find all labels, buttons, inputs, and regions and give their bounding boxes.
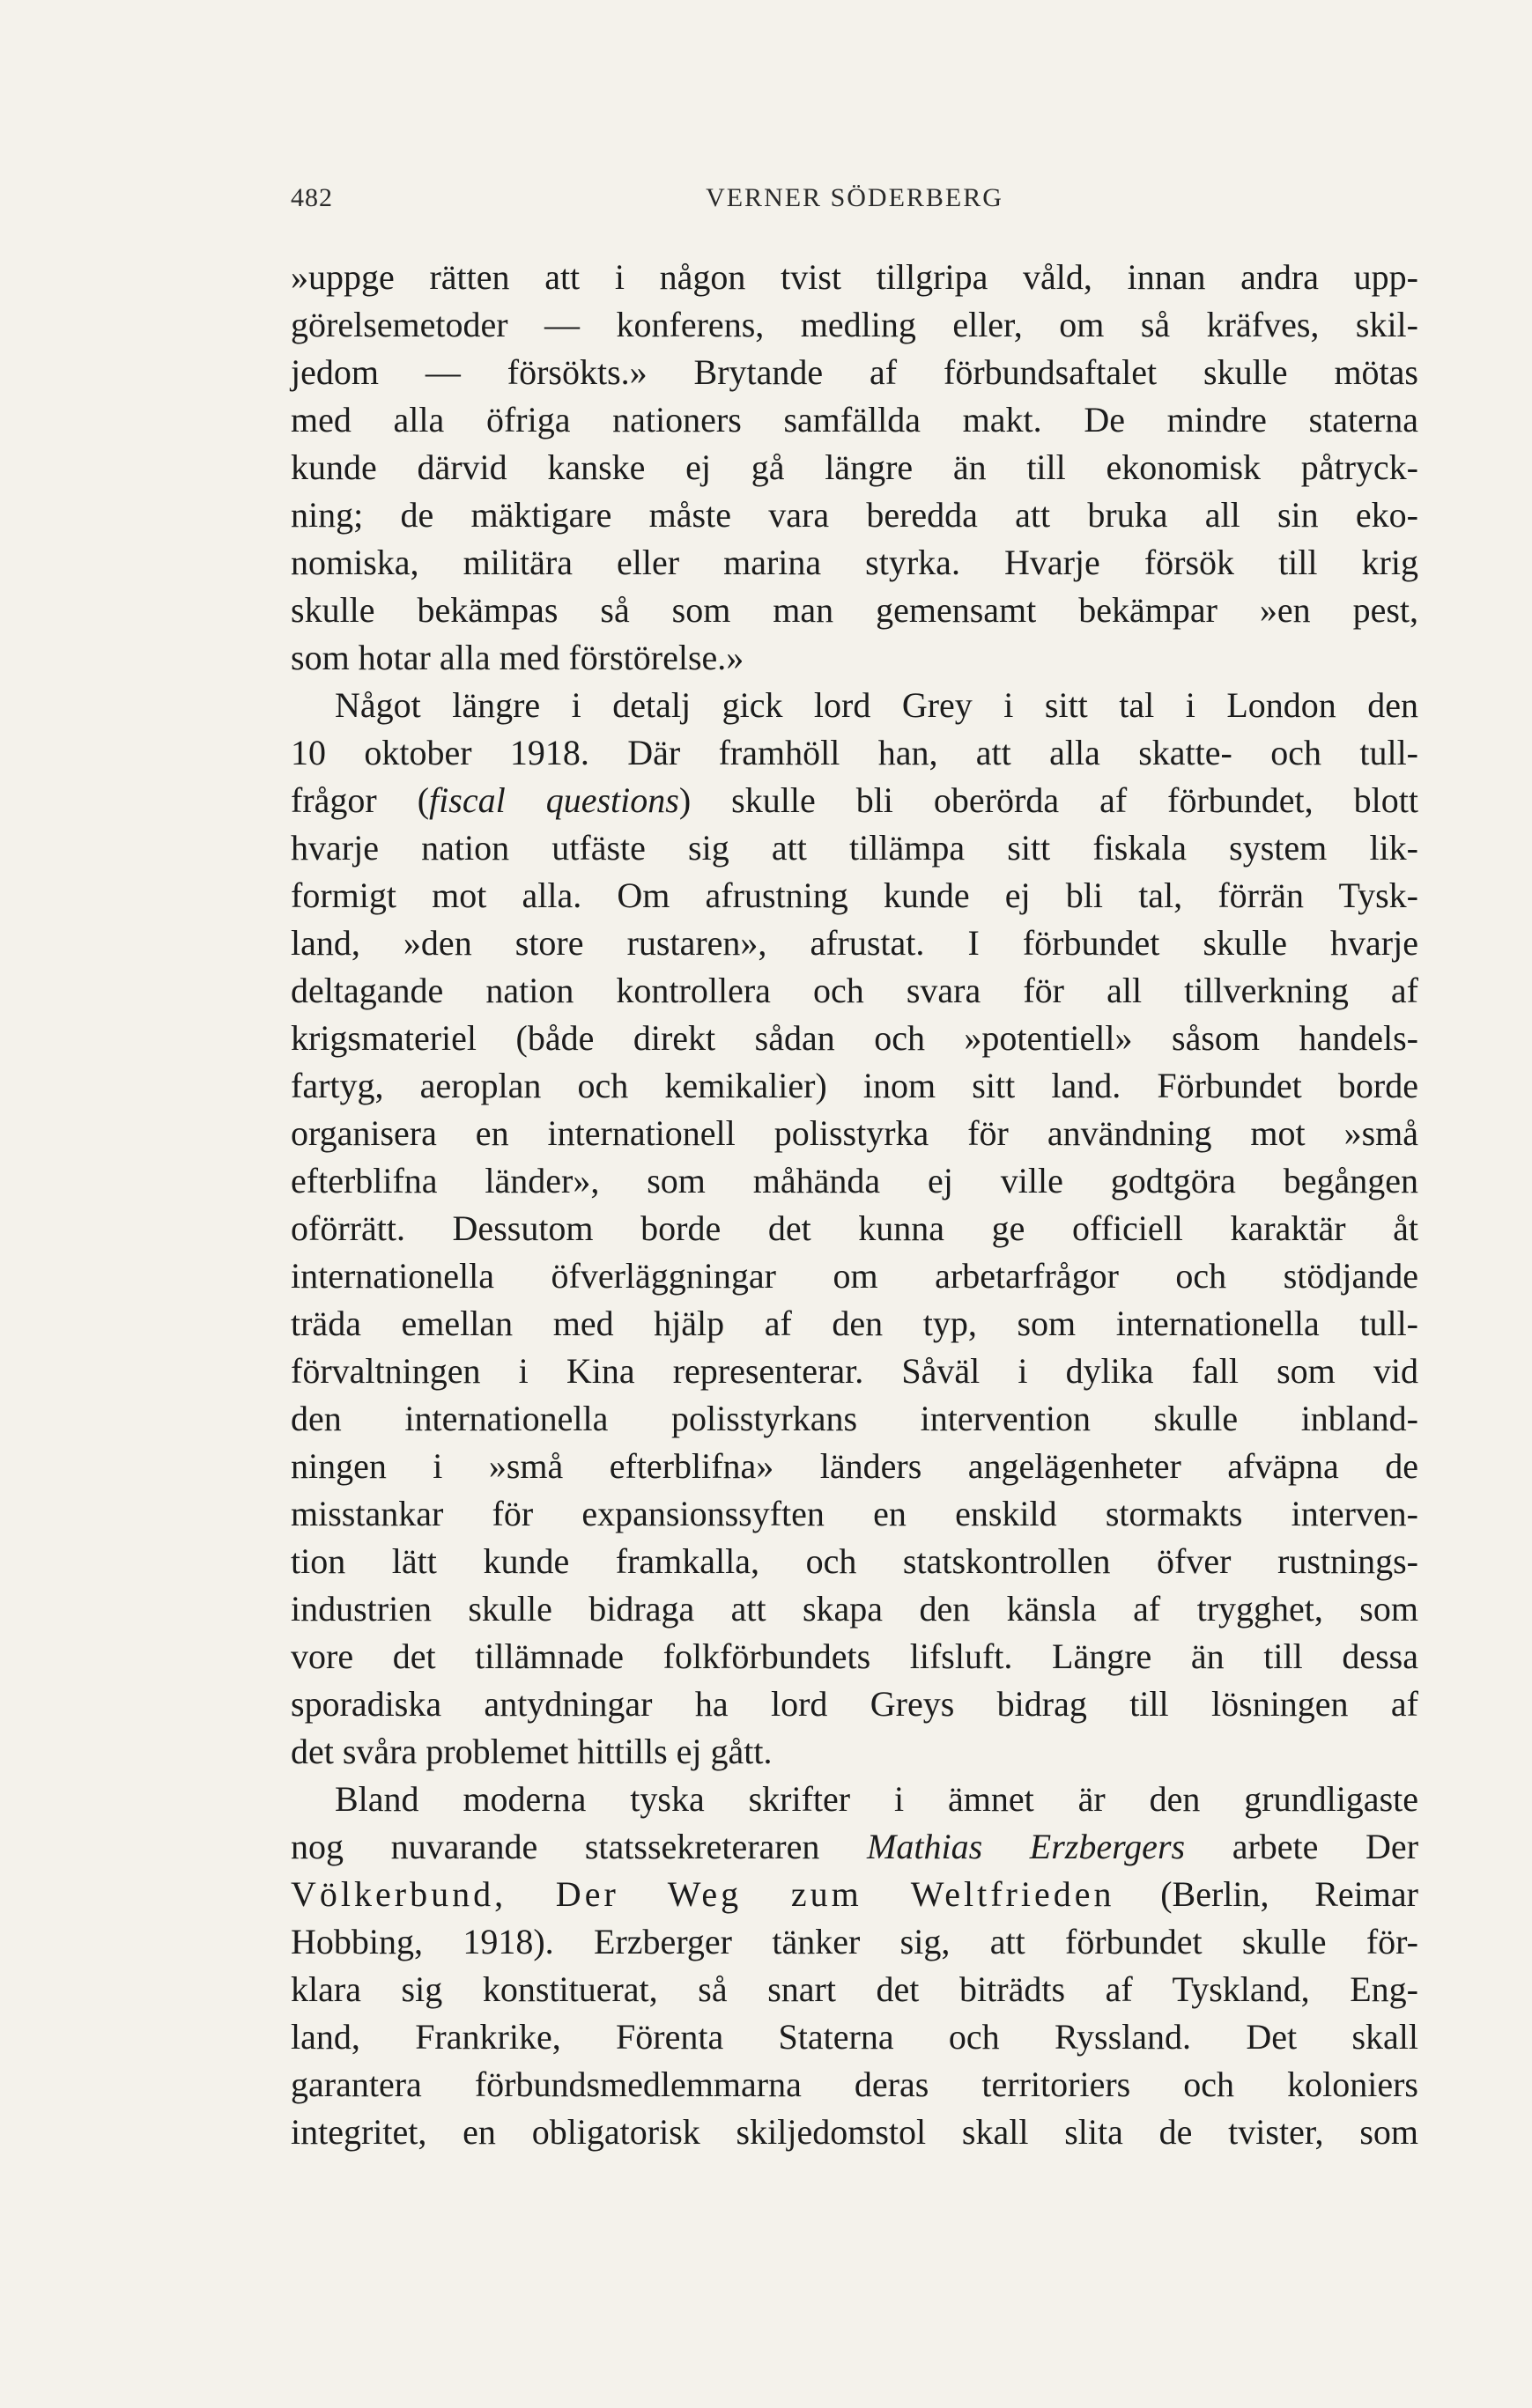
text-line: misstankar för expansionssyften en enskild stormakts interven- xyxy=(291,1494,1418,1533)
text-line: skulle bekämpas så som man gemensamt bekämpar »en pest, xyxy=(291,590,1418,630)
italic-term: fiscal questions xyxy=(429,780,679,820)
text-line: vore det tillämnade folkförbundets lifsluft. Längre än till dessa xyxy=(291,1636,1418,1676)
text-line: sporadiska antydningar ha lord Greys bidrag till lösningen af xyxy=(291,1684,1418,1724)
text-line: »uppge rätten att i någon tvist tillgripa våld, innan andra upp- xyxy=(291,257,1418,297)
text-line xyxy=(291,1871,1418,1918)
text-line xyxy=(291,1823,1418,1871)
text-segment: nog nuvarande statssekreteraren xyxy=(291,1827,868,1866)
text-line: förvaltningen i Kina representerar. Såväl i dylika fall som vid xyxy=(291,1351,1418,1391)
text-line: ning; de mäktigare måste vara beredda att bruka all sin eko- xyxy=(291,495,1418,535)
text-line: görelsemetoder — konferens, medling eller, om så kräfves, skil- xyxy=(291,305,1418,344)
text-line: oförrätt. Dessutom borde det kunna ge officiell karaktär åt xyxy=(291,1208,1418,1248)
text-line: organisera en internationell polisstyrka för användning mot »små xyxy=(291,1113,1418,1153)
text-line: industrien skulle bidraga att skapa den känsla af trygghet, som xyxy=(291,1589,1418,1629)
text-line: 10 oktober 1918. Där framhöll han, att alla skatte- och tull- xyxy=(291,733,1418,772)
book-title: Völkerbund, Der Weg zum Weltfrieden xyxy=(291,1874,1115,1914)
text-line: träda emellan med hjälp af den typ, som internationella tull- xyxy=(291,1304,1418,1343)
text-line: krigsmateriel (både direkt sådan och »potentiell» såsom handels- xyxy=(291,1018,1418,1058)
body-text xyxy=(291,254,1418,2156)
text-line: den internationella polisstyrkans intervention skulle inbland- xyxy=(291,1399,1418,1438)
text-line: klara sig konstituerat, så snart det biträdts af Tyskland, Eng- xyxy=(291,1969,1418,2009)
text-line: fartyg, aeroplan och kemikalier) inom sitt land. Förbundet borde xyxy=(291,1066,1418,1105)
text-line: kunde därvid kanske ej gå längre än till ekonomisk påtryck- xyxy=(291,447,1418,487)
text-line: som hotar alla med förstörelse.» xyxy=(291,638,744,677)
text-line: deltagande nation kontrollera och svara för all tillverkning af xyxy=(291,971,1418,1010)
text-line: Något längre i detalj gick lord Grey i sitt tal i London den xyxy=(335,685,1418,725)
text-line: tion lätt kunde framkalla, och statskontrollen öfver rustnings- xyxy=(291,1541,1418,1581)
page-header xyxy=(291,183,1418,218)
text-line: Bland moderna tyska skrifter i ämnet är den grundligaste xyxy=(335,1779,1418,1819)
page-number: 482 xyxy=(291,183,333,212)
text-line: land, Frankrike, Förenta Staterna och Ryssland. Det skall xyxy=(291,2017,1418,2057)
running-head: VERNER SÖDERBERG xyxy=(706,183,1003,212)
text-segment: (Berlin, Reimar xyxy=(1114,1874,1418,1914)
text-line xyxy=(291,777,1418,824)
text-line: efterblifna länder», som måhända ej ville godtgöra begången xyxy=(291,1161,1418,1200)
text-line: hvarje nation utfäste sig att tillämpa sitt fiskala system lik- xyxy=(291,828,1418,868)
text-line: garantera förbundsmedlemmarna deras territoriers och koloniers xyxy=(291,2065,1418,2104)
text-line: jedom — försökts.» Brytande af förbundsaftalet skulle mötas xyxy=(291,352,1418,392)
text-segment: arbete Der xyxy=(1185,1827,1419,1866)
text-line: integritet, en obligatorisk skiljedomstol skall slita de tvister, som xyxy=(291,2112,1418,2152)
author-name: Mathias Erzbergers xyxy=(867,1827,1186,1866)
text-line: med alla öfriga nationers samfällda makt. De mindre staterna xyxy=(291,400,1418,439)
text-line: formigt mot alla. Om afrustning kunde ej bli tal, förrän Tysk- xyxy=(291,875,1418,915)
text-line: ningen i »små efterblifna» länders angelägenheter afväpna de xyxy=(291,1446,1418,1486)
text-line: Hobbing, 1918). Erzberger tänker sig, att förbundet skulle för- xyxy=(291,1922,1418,1961)
text-line: nomiska, militära eller marina styrka. Hvarje försök till krig xyxy=(291,543,1418,582)
text-segment: ) skulle bli oberörda af förbundet, blott xyxy=(678,780,1418,820)
text-segment: frågor ( xyxy=(291,780,430,820)
text-line: det svåra problemet hittills ej gått. xyxy=(291,1732,773,1771)
text-line: land, »den store rustaren», afrustat. I förbundet skulle hvarje xyxy=(291,923,1418,963)
text-line: internationella öfverläggningar om arbetarfrågor och stödjande xyxy=(291,1256,1418,1296)
